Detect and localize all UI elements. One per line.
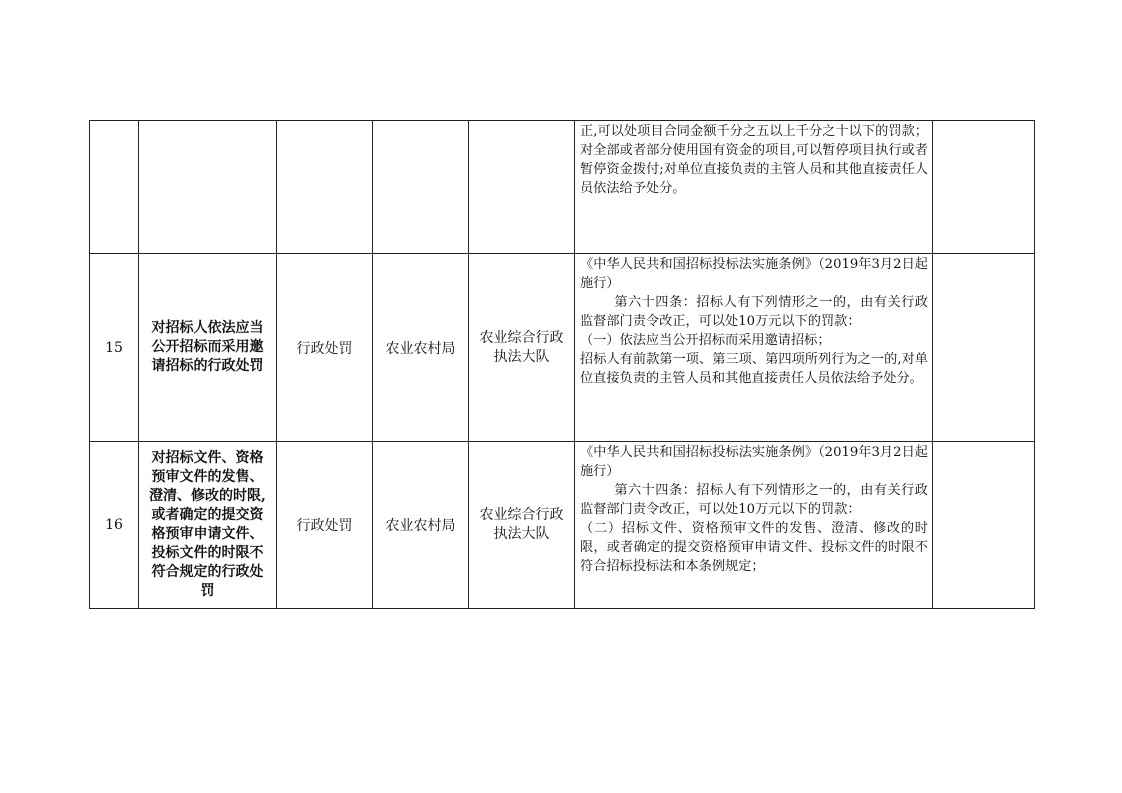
legal-basis-paragraph: （二）招标文件、资格预审文件的发售、澄清、修改的时限，或者确定的提交资格预审申请文件、投标文件的时限不符合招标投标法和本条例规定； [580,521,928,574]
executing-unit: 农业综合行政执法大队 [469,254,575,442]
item-name: 对招标文件、资格预审文件的发售、澄清、修改的时限,或者确定的提交资格预审申请文件、投标文件的时限不符合规定的行政处罚 [139,442,277,609]
row-number: 16 [90,442,139,609]
row-number: 15 [90,254,139,442]
table-row [90,254,1035,442]
power-type: 行政处罚 [277,442,373,609]
legal-basis-paragraph: 第六十四条：招标人有下列情形之一的，由有关行政监督部门责令改正，可以处10万元以下的罚款： [580,295,928,329]
item-name: 对招标人依法应当公开招标而采用邀请招标的行政处罚 [139,254,277,442]
legal-basis-paragraph: 《中华人民共和国招标投标法实施条例》（2019年3月2日起施行） [580,257,928,291]
legal-basis-paragraph: 正,可以处项目合同金额千分之五以上千分之十以下的罚款；对全部或者部分使用国有资金的项目,可以暂停项目执行或者暂停资金拨付;对单位直接负责的主管人员和其他直接责任人员依法给予处分。 [580,124,928,196]
responsible-department: 农业农村局 [373,254,469,442]
power-type: 行政处罚 [277,254,373,442]
remarks [933,121,1035,254]
legal-basis-paragraph: 第六十四条：招标人有下列情形之一的，由有关行政监督部门责令改正，可以处10万元以下的罚款： [580,483,928,517]
executing-unit: 农业综合行政执法大队 [469,442,575,609]
responsible-department [373,121,469,254]
table-row [90,121,1035,254]
legal-basis [575,254,933,442]
punishment-table [89,120,1035,609]
legal-basis [575,121,933,254]
legal-basis-paragraph: 招标人有前款第一项、第三项、第四项所列行为之一的,对单位直接负责的主管人员和其他直接责任人员依法给予处分。 [580,352,928,386]
table-row [90,442,1035,609]
legal-basis [575,442,933,609]
power-type [277,121,373,254]
item-name [139,121,277,254]
remarks [933,442,1035,609]
row-number [90,121,139,254]
legal-basis-paragraph: 《中华人民共和国招标投标法实施条例》（2019年3月2日起施行） [580,445,928,479]
remarks [933,254,1035,442]
executing-unit [469,121,575,254]
responsible-department: 农业农村局 [373,442,469,609]
legal-basis-paragraph: （一）依法应当公开招标而采用邀请招标； [580,333,831,348]
